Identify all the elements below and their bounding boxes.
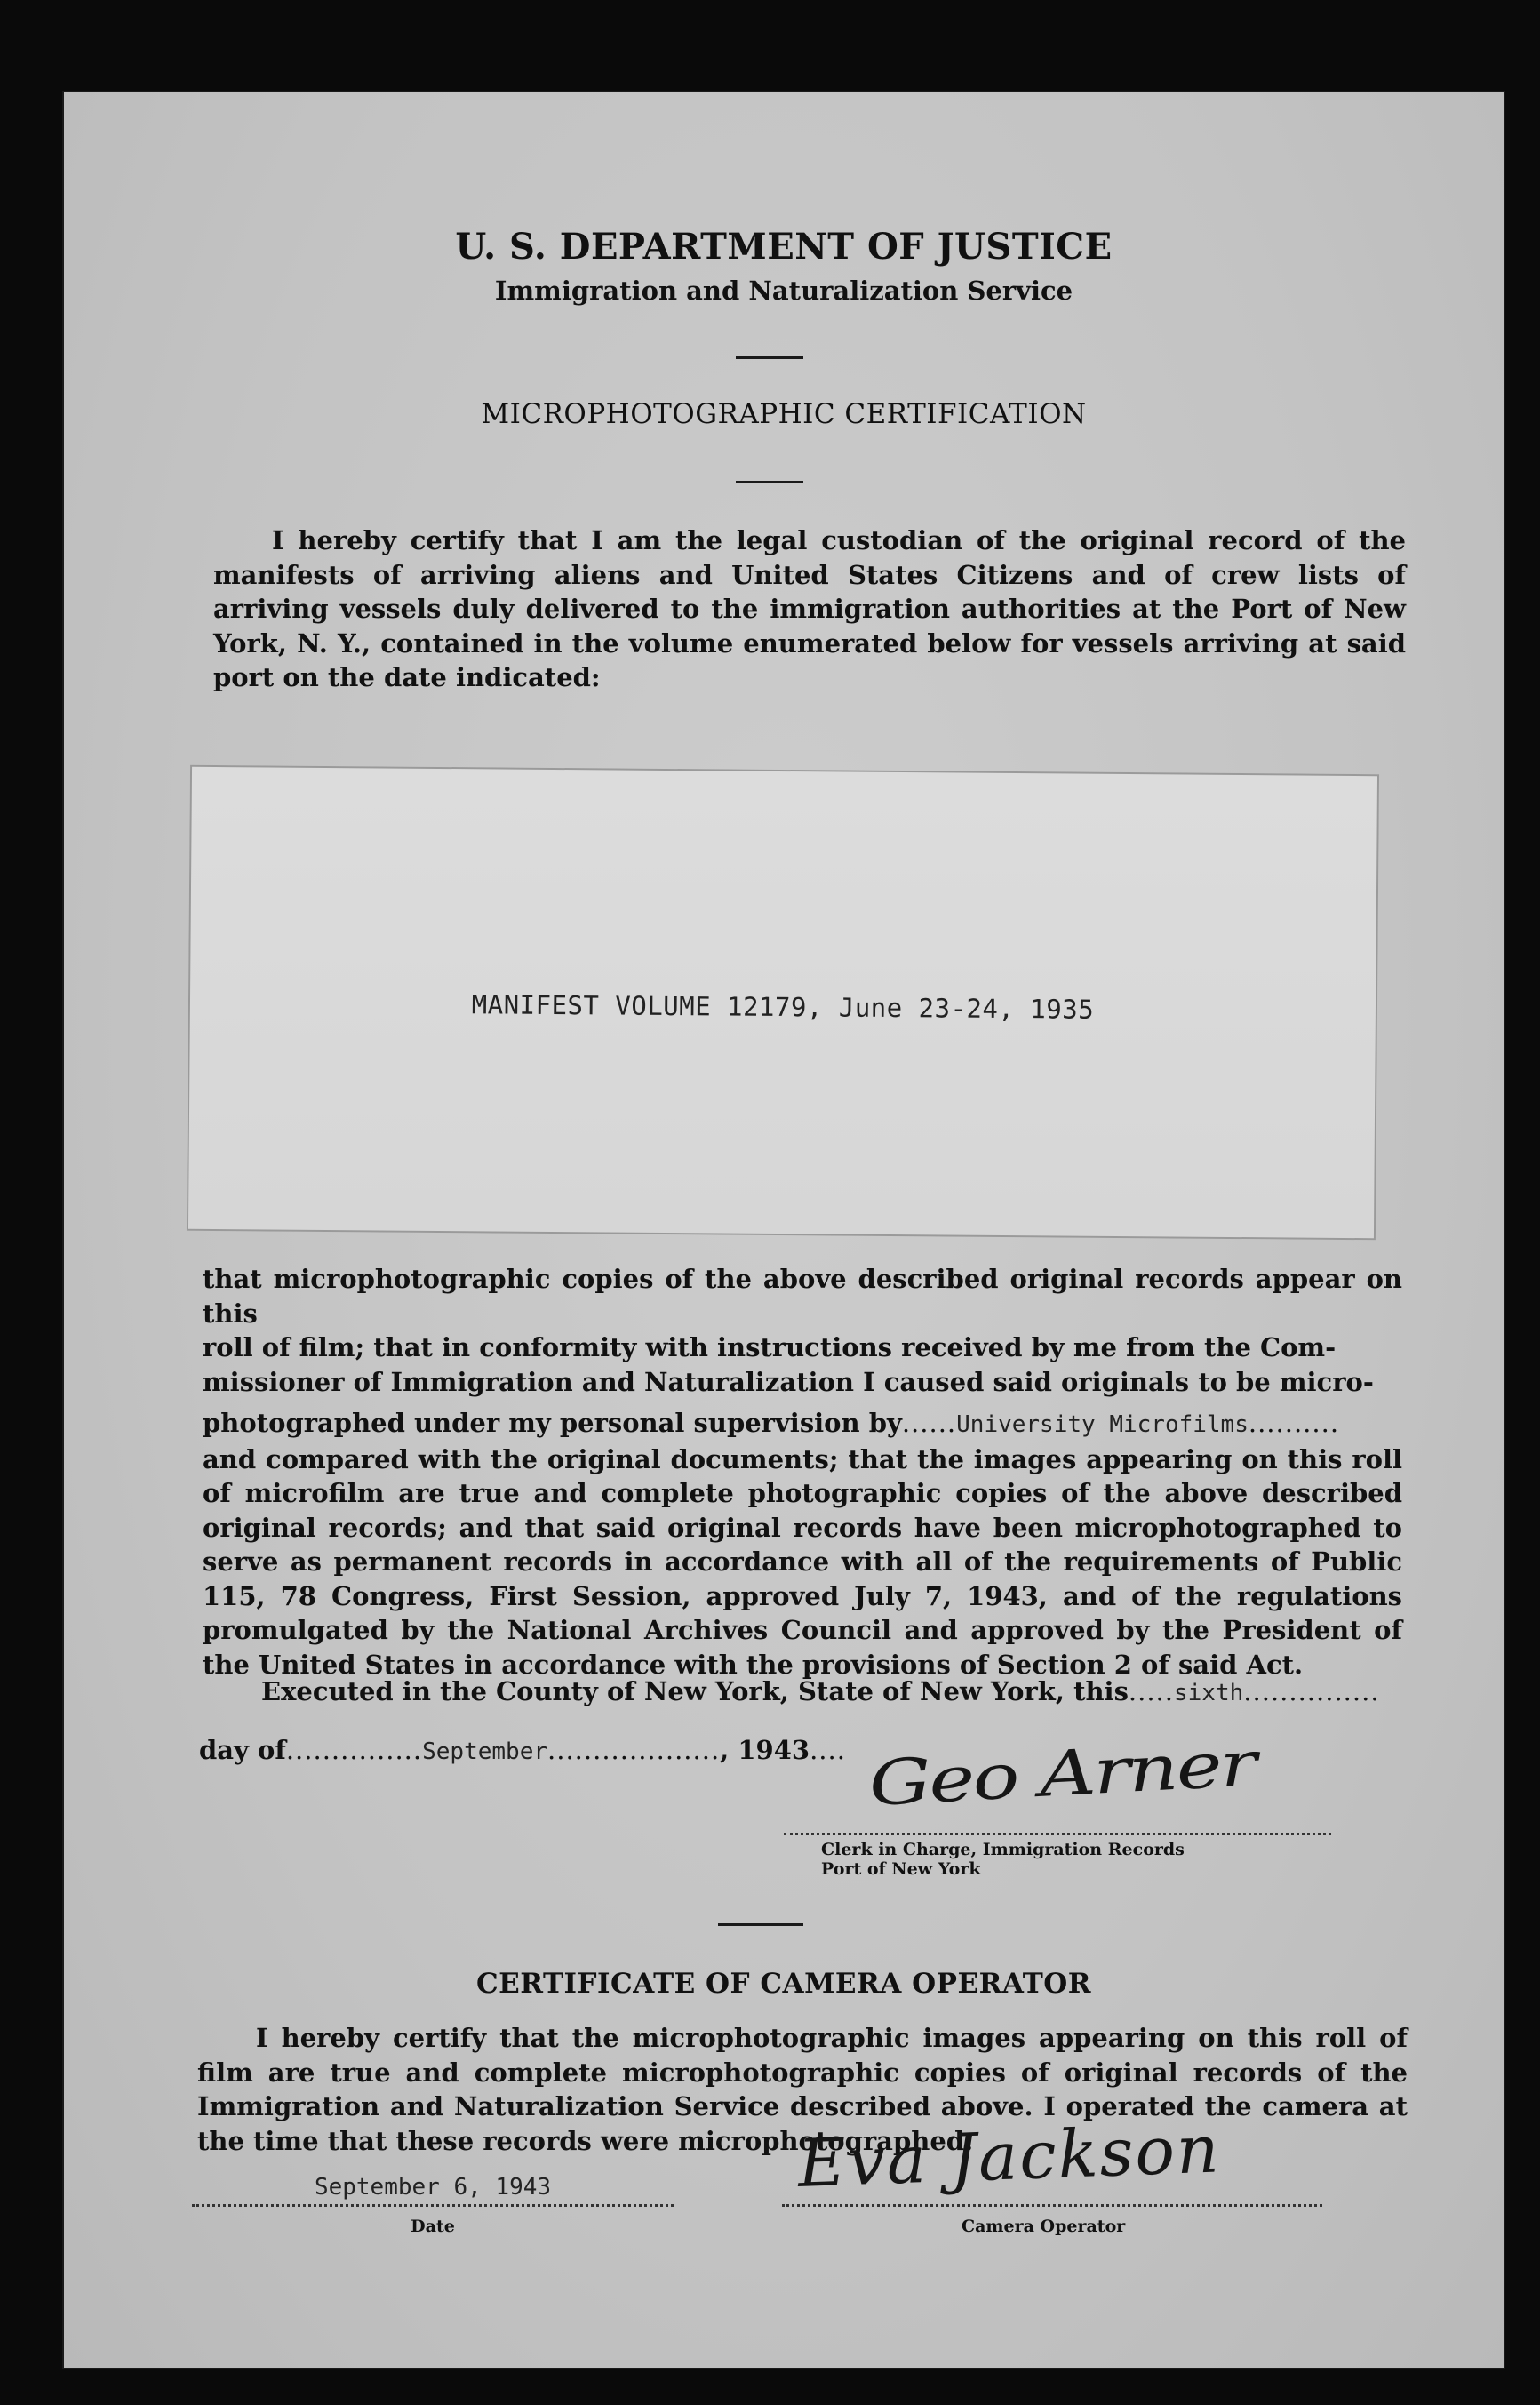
page-title: U. S. DEPARTMENT OF JUSTICE: [455, 226, 1113, 268]
camera-operator-heading: CERTIFICATE OF CAMERA OPERATOR: [475, 1968, 1092, 2000]
operator-date: September 6, 1943: [314, 2174, 552, 2201]
date-label: Date: [411, 2217, 455, 2236]
divider: [736, 356, 803, 359]
leader-dots: ....: [810, 1735, 846, 1765]
day-prefix: day of: [199, 1735, 286, 1765]
certificate-sheet: [64, 92, 1504, 2368]
leader-dots: ......: [901, 1408, 957, 1438]
certification-heading: MICROPHOTOGRAPHIC CERTIFICATION: [481, 398, 1087, 430]
supervision-prefix: photographed under my personal supervision by: [203, 1408, 902, 1438]
executed-year: , 1943: [720, 1735, 810, 1765]
leader-dots: ...............: [1243, 1676, 1380, 1706]
leader-dots: .....: [1128, 1676, 1174, 1706]
supervisor-name: University Microfilms: [956, 1411, 1249, 1438]
body-rest: and compared with the original documents; that the images appearing on this roll of microfilm are true and complete photographic copies of the above described original records; and that said original records have been microphotographed to serve as permanent records in accordance with all of the requirements of Public 115, 78 Congress, First Session, approved July 7, 1943, and of the regulations promulgated by the National Archives Council and approved by the President of the United States in accordance with the provisions of Section 2 of said Act.: [203, 1443, 1402, 1680]
body-line: that microphotographic copies of the above described original records appear on this: [203, 1264, 1402, 1329]
divider: [718, 1923, 803, 1926]
clerk-signature-line: [784, 1833, 1331, 1835]
manifest-volume-box: [187, 765, 1379, 1240]
executed-line: [261, 1676, 1416, 1706]
executed-day: sixth: [1174, 1680, 1244, 1706]
clerk-title: Clerk in Charge, Immigration Records Port of New York: [821, 1840, 1185, 1879]
manifest-volume-text: MANIFEST VOLUME 12179, June 23-24, 1935: [471, 989, 1095, 1025]
leader-dots: ...............: [285, 1735, 423, 1765]
executed-month: September: [422, 1738, 548, 1765]
operator-signature-line: [782, 2204, 1322, 2207]
camera-operator-label: Camera Operator: [962, 2217, 1126, 2236]
date-line: [192, 2204, 674, 2207]
leader-dots: ..........: [1248, 1408, 1340, 1438]
divider: [736, 481, 803, 483]
body-line: missioner of Immigration and Naturalization I caused said originals to be micro-: [203, 1366, 1374, 1397]
operator-signature: Eva Jackson: [796, 2111, 1222, 2202]
clerk-signature: Geo Arner: [866, 1727, 1257, 1820]
certification-body: [203, 1262, 1402, 1682]
body-line: roll of film; that in conformity with instructions received by me from the Com-: [203, 1332, 1337, 1362]
supervision-line: [203, 1406, 1402, 1442]
leader-dots: ...................: [547, 1735, 721, 1765]
page-subtitle: Immigration and Naturalization Service: [494, 276, 1073, 306]
executed-prefix: Executed in the County of New York, State of New York, this: [261, 1676, 1129, 1706]
certification-intro: I hereby certify that I am the legal custodian of the original record of the manifests of arriving aliens and United States Citizens and of crew lists of arriving vessels duly delivered to the immigration authorities at the Port of New York, N. Y., contained in the volume enumerated below for vessels arriving at said port on the date indicated:: [213, 525, 1406, 692]
camera-operator-text: I hereby certify that the microphotographic images appearing on this roll of film are true and complete microphotographic copies of original records of the Immigration and Naturalization Service described above. I operated the camera at the time that these records were microphotographed.: [197, 2023, 1408, 2156]
